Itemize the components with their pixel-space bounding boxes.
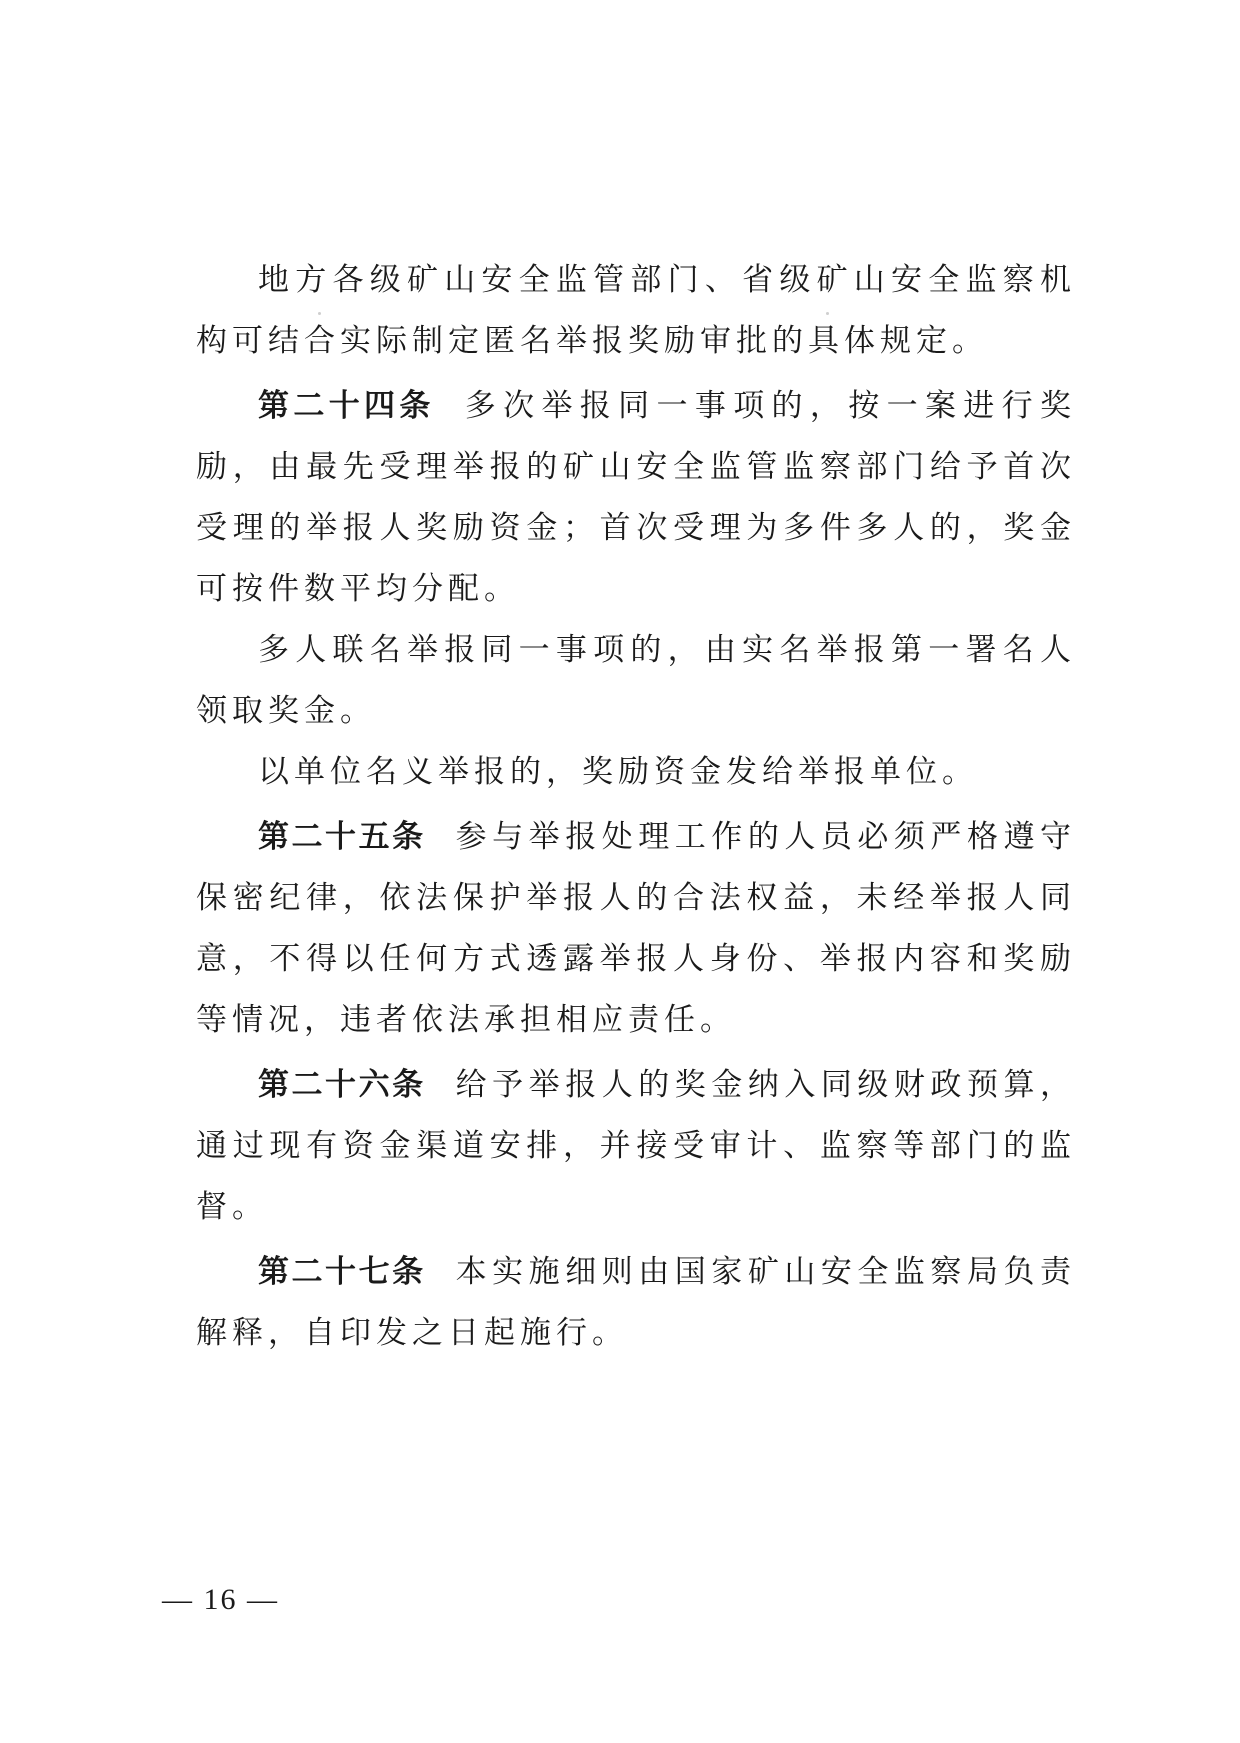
paragraph-unit-report [196, 742, 1076, 803]
paragraph-text: 以单位名义举报的，奖励资金发给举报单位。 [258, 754, 978, 790]
scan-speck [318, 312, 321, 315]
article-26 [196, 1055, 1076, 1238]
paragraph-text: 参与举报处理工作的人员必须严格遵守保密纪律，依法保护举报人的合法权益，未经举报人同意，不得以任何方式透露举报人身份、举报内容和奖励等情况，违者依法承担相应责任。 [196, 819, 1077, 1038]
page-number: — 16 — [162, 1583, 279, 1616]
paragraph-text: 本实施细则由国家矿山安全监察局负责解释，自印发之日起施行。 [196, 1254, 1077, 1351]
article-25 [196, 807, 1076, 1051]
article-27 [196, 1242, 1076, 1364]
article-number: 第二十五条 [258, 819, 426, 855]
paragraph-text: 地方各级矿山安全监管部门、省级矿山安全监察机构可结合实际制定匿名举报奖励审批的具体规定。 [196, 262, 1076, 359]
paragraph-text: 给予举报人的奖金纳入同级财政预算，通过现有资金渠道安排，并接受审计、监察等部门的监督。 [196, 1067, 1077, 1225]
paragraph-text: 多人联名举报同一事项的，由实名举报第一署名人领取奖金。 [196, 632, 1076, 729]
document-body [196, 250, 1076, 1364]
paragraph-text: 多次举报同一事项的，按一案进行奖励，由最先受理举报的矿山安全监管监察部门给予首次受理的举报人奖励资金；首次受理为多件多人的，奖金可按件数平均分配。 [196, 388, 1076, 607]
article-number: 第二十四条 [258, 388, 435, 424]
article-24 [196, 376, 1076, 620]
article-number: 第二十六条 [258, 1067, 426, 1103]
article-number: 第二十七条 [258, 1254, 426, 1290]
scan-speck [826, 312, 829, 315]
paragraph-joint-report [196, 620, 1076, 742]
paragraph-continuation [196, 250, 1076, 372]
